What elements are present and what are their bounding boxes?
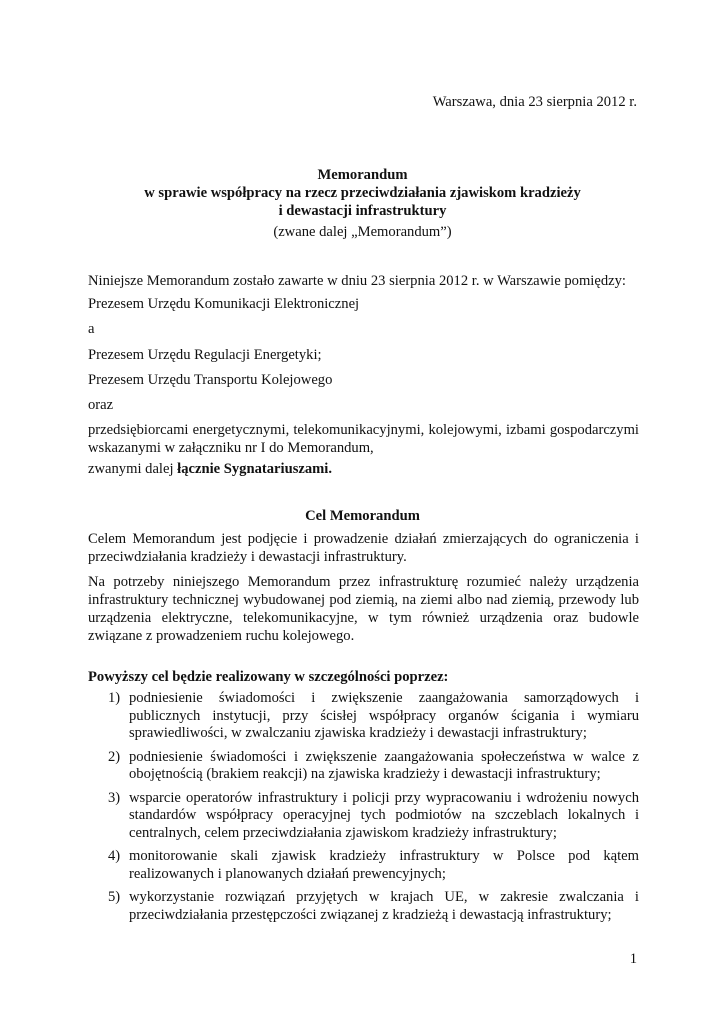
list-item-number: 1) bbox=[108, 690, 121, 706]
list-item-text: podniesienie świadomości i zwiększenie zaangażowania samorządowych i publicznych instytucji, przy ścisłej współpracy organów ścigania i wymiaru sprawiedliwości, w zwalczaniu zjawiska kradzieży i dewastacji infrastruktury; bbox=[129, 690, 639, 741]
title-line-2: w sprawie współpracy na rzecz przeciwdziałania zjawiskom kradzieży bbox=[144, 185, 581, 201]
goal-list bbox=[88, 690, 639, 930]
document-subtitle: (zwane dalej „Memorandum”) bbox=[273, 224, 452, 240]
party-3: Prezesem Urzędu Transportu Kolejowego bbox=[88, 372, 333, 388]
list-item bbox=[88, 790, 639, 843]
list-item-number: 4) bbox=[108, 848, 121, 864]
list-heading: Powyższy cel będzie realizowany w szczególności poprzez: bbox=[88, 669, 449, 685]
title-line-1: Memorandum bbox=[317, 167, 408, 183]
section-heading-goal: Cel Memorandum bbox=[305, 508, 420, 524]
party-4: przedsiębiorcami energetycznymi, telekomunikacyjnymi, kolejowymi, izbami gospodarczymi wskazanymi w załączniku nr I do Memorandum, bbox=[88, 422, 639, 456]
list-item-number: 3) bbox=[108, 789, 121, 806]
list-item-text: wsparcie operatorów infrastruktury i policji przy wypracowaniu i wdrożeniu nowych standardów współpracy operacyjnej tych podmiotów na szczeblach lokalnych i centralnych, celem przeciwdziałania zjawiskom kradzieży infrastruktury; bbox=[129, 789, 639, 841]
party-1: Prezesem Urzędu Komunikacji Elektronicznej bbox=[88, 296, 360, 312]
place-date: Warszawa, dnia 23 sierpnia 2012 r. bbox=[432, 94, 637, 110]
list-item bbox=[88, 749, 639, 784]
conjunction-a: a bbox=[88, 321, 95, 337]
document-title bbox=[0, 166, 725, 241]
page-number: 1 bbox=[629, 951, 637, 967]
list-item-text: monitorowanie skali zjawisk kradzieży infrastruktury w Polsce pod kątem realizowanych i planowanych działań prewencyjnych; bbox=[129, 848, 639, 882]
list-item-number: 5) bbox=[108, 889, 121, 905]
party-2: Prezesem Urzędu Regulacji Energetyki; bbox=[88, 347, 322, 363]
signatories-line bbox=[88, 460, 639, 478]
list-item-text: podniesienie świadomości i zwiększenie zaangażowania społeczeństwa w walce z obojętnością (brakiem reakcji) na zjawiska kradzieży i dewastacji infrastruktury; bbox=[129, 748, 639, 782]
list-item-text: wykorzystanie rozwiązań przyjętych w krajach UE, w zakresie zwalczania i przeciwdziałania przestępczości związanej z kradzieżą i dewastacją infrastruktury; bbox=[129, 889, 639, 923]
title-line-3: i dewastacji infrastruktury bbox=[278, 203, 447, 219]
signatories-bold: łącznie Sygnatariuszami. bbox=[177, 461, 333, 477]
list-item-number: 2) bbox=[108, 748, 121, 765]
list-item bbox=[88, 889, 639, 924]
list-item bbox=[88, 690, 639, 743]
conjunction-oraz: oraz bbox=[88, 397, 114, 413]
goal-paragraph-2: Na potrzeby niniejszego Memorandum przez infrastrukturę rozumieć należy urządzenia infrastruktury technicznej wybudowanej pod ziemią, na ziemi albo nad ziemią, przewody lub urządzenia elektryczne, telekomunikacyjne, w tym również urządzenia oraz budowle związane z prowadzeniem ruchu kolejowego. bbox=[88, 574, 639, 644]
list-item bbox=[88, 848, 639, 883]
signatories-prefix: zwanymi dalej bbox=[88, 461, 178, 477]
goal-paragraph-1: Celem Memorandum jest podjęcie i prowadzenie działań zmierzających do ograniczenia i przeciwdziałania kradzieży i dewastacji infrastruktury. bbox=[88, 531, 639, 565]
intro-paragraph: Niniejsze Memorandum zostało zawarte w dniu 23 sierpnia 2012 r. w Warszawie pomiędzy: bbox=[88, 273, 626, 289]
